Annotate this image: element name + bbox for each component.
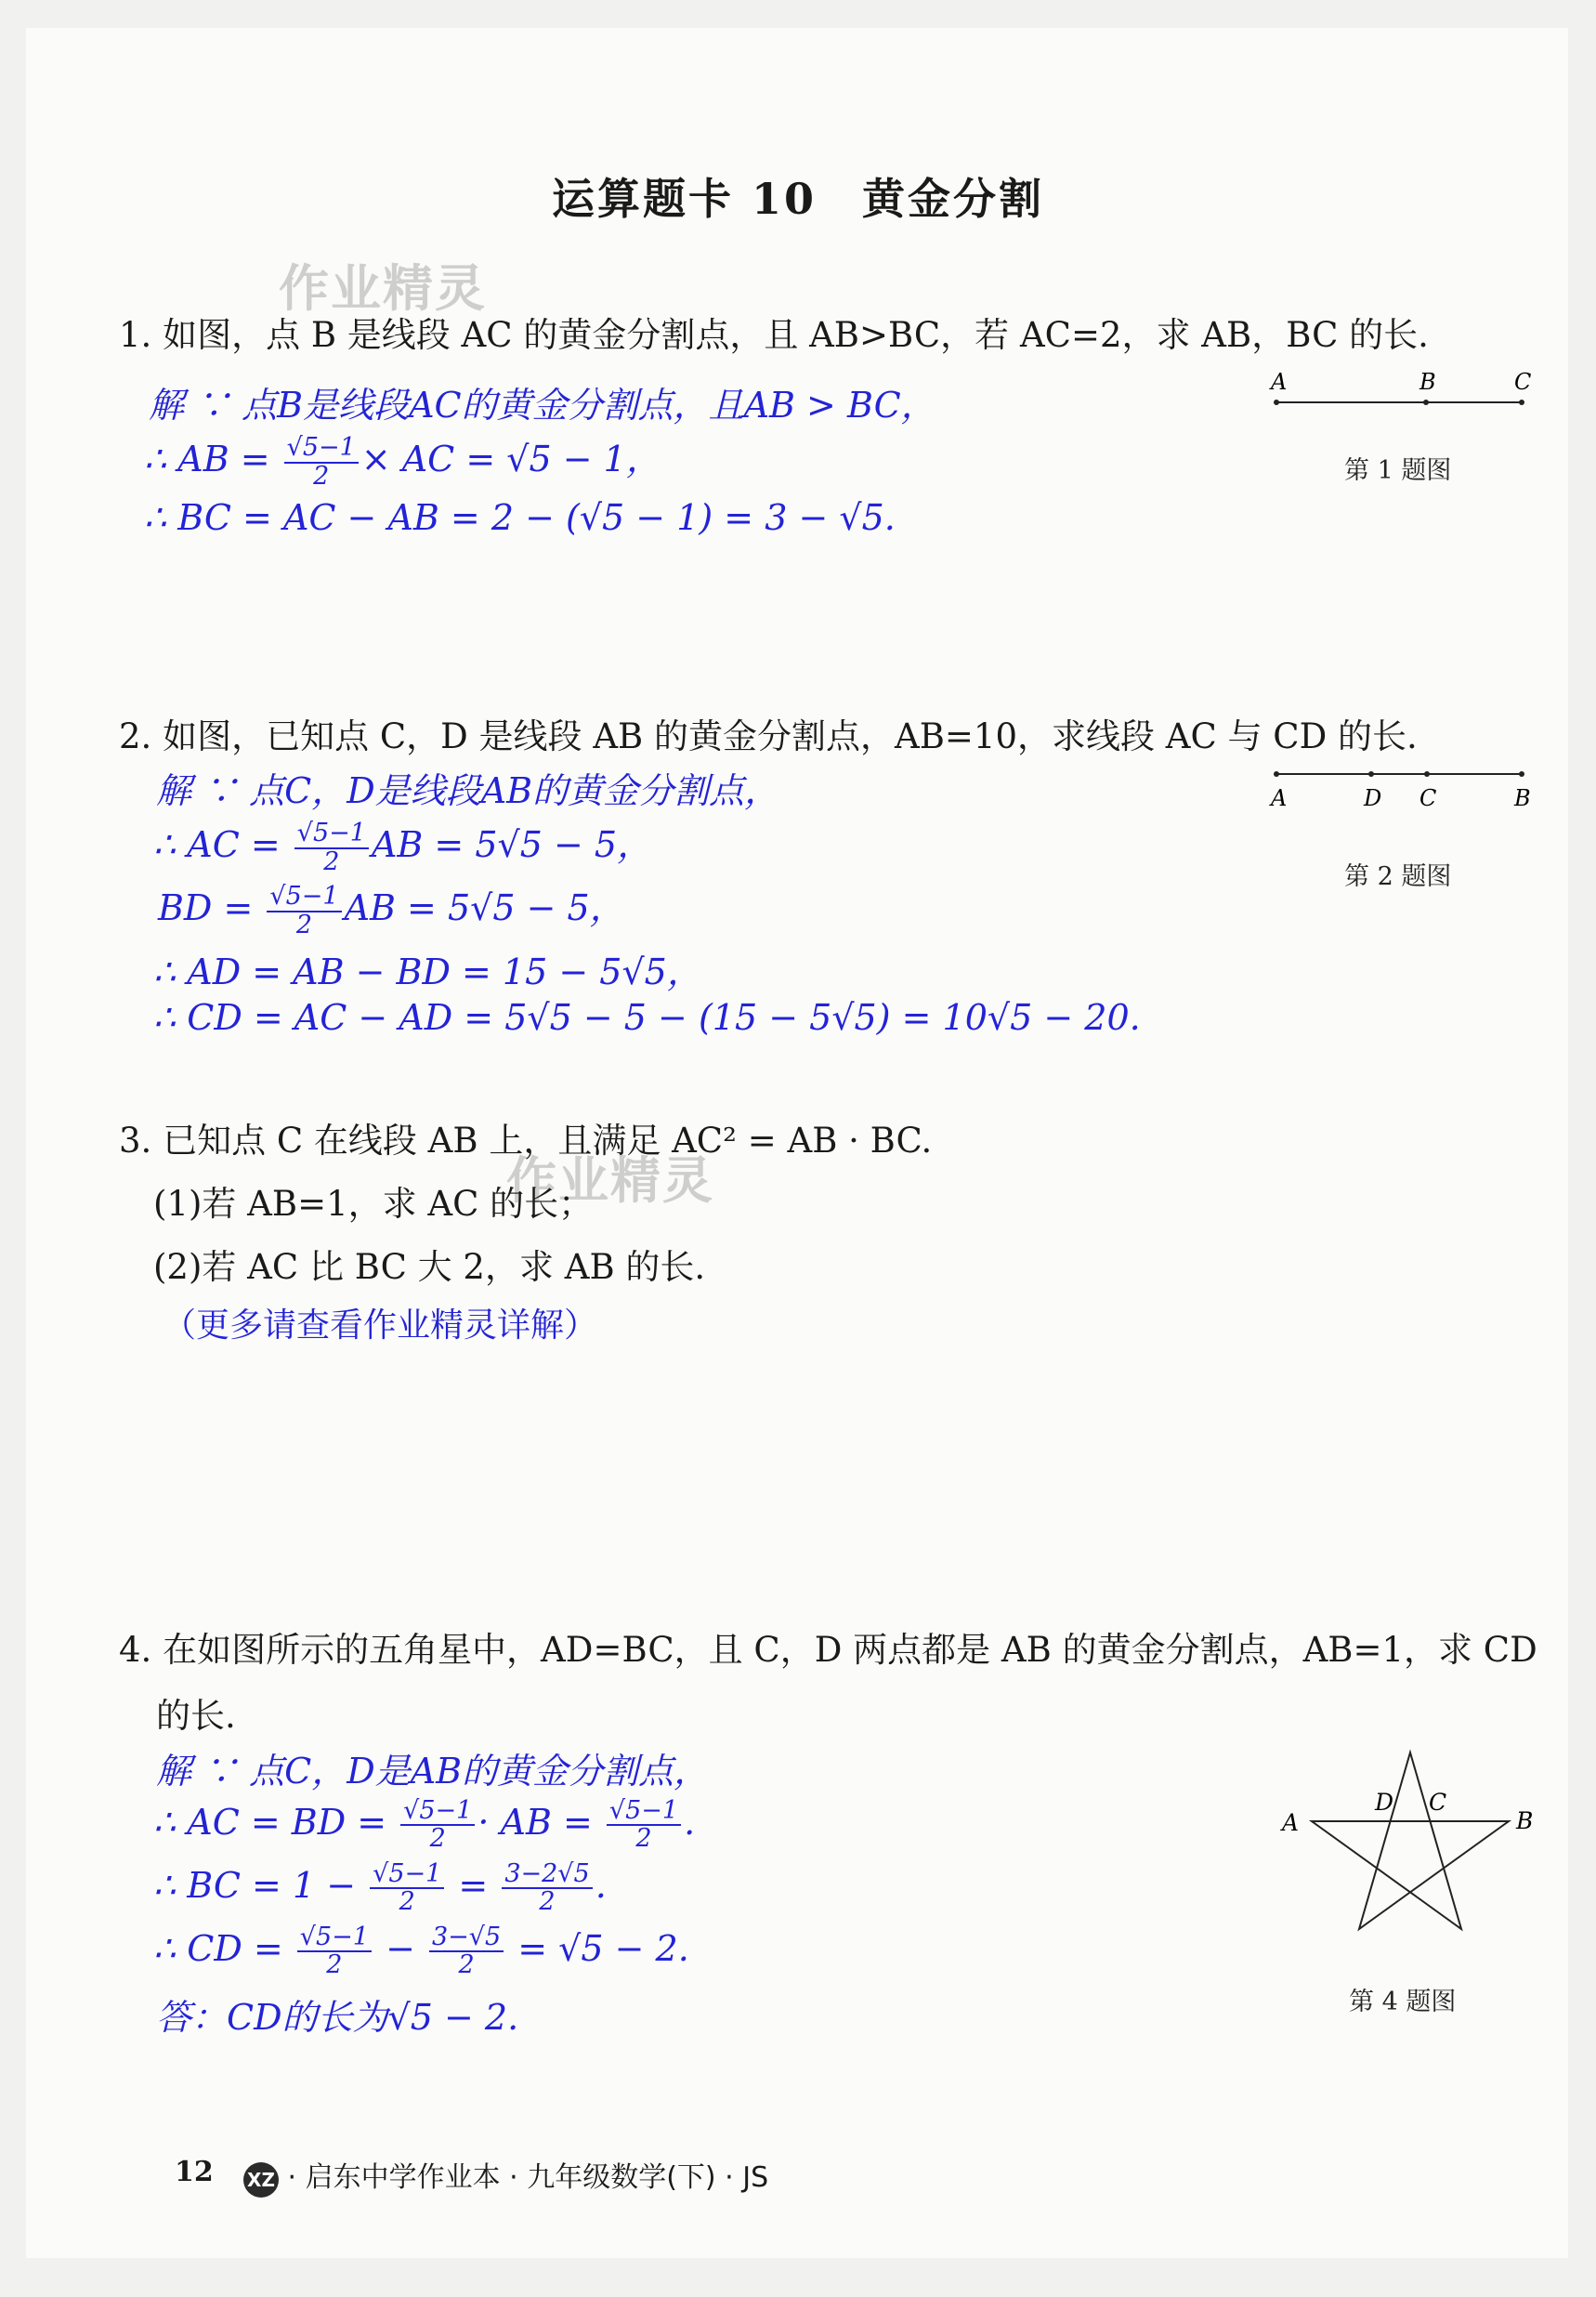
q2-label-a: A — [1271, 785, 1288, 811]
q3-subquestion-2: (2)若 AC 比 BC 大 2，求 AB 的长. — [153, 1247, 706, 1287]
q2-point-a — [1274, 771, 1279, 777]
q2-solution-line1: 解 ∵ 点C，D是线段AB的黄金分割点， — [156, 770, 780, 811]
q2-point-d — [1368, 771, 1374, 777]
q2-label-b: B — [1514, 785, 1531, 811]
q2-text: 2. 如图，已知点 C，D 是线段 AB 的黄金分割点，AB=10，求线段 AC 与 CD 的长. — [119, 716, 1418, 756]
q4-fraction-3: $\frac{√5-1}{2}$ — [297, 1924, 372, 1979]
q1-point-a — [1274, 400, 1279, 405]
q1-point-c — [1519, 400, 1524, 405]
q4-text-line1: 4. 在如图所示的五角星中，AD=BC，且 C，D 两点都是 AB 的黄金分割点，AB=1，求 CD — [119, 1630, 1537, 1670]
q4-solution-line1: 解 ∵ 点C，D是AB的黄金分割点， — [156, 1751, 710, 1792]
q4-solution-line3: ∴ BC = 1 − $\frac{√5-1}{2}$ = $\frac{3-2√5}{2}$ . — [153, 1859, 607, 1917]
q4-solution-line2: ∴ AC = BD = $\frac{√5-1}{2}$ · AB = $\frac{√5-1}{2}$ . — [153, 1796, 696, 1854]
q2-solution-line5: ∴ CD = AC − AD = 5√5 − 5 − (15 − 5√5) = 10√5 − 20. — [153, 997, 1141, 1038]
q4-text-line2: 的长. — [156, 1696, 236, 1736]
q4-answer-line: 答：CD的长为√5 − 2. — [156, 1997, 519, 2038]
publisher-badge-icon: XZ — [243, 2162, 279, 2198]
q1-label-b: B — [1419, 369, 1436, 395]
q4-solution-line4: ∴ CD = $\frac{√5-1}{2}$ − $\frac{3-√5}{2}$ = √5 − 2. — [153, 1923, 689, 1980]
q2-label-d: D — [1364, 785, 1382, 811]
q1-figure-caption: 第 1 题图 — [1344, 456, 1452, 485]
footer-text: · 启东中学作业本 · 九年级数学(下) · JS — [287, 2161, 769, 2194]
page-title: 运算题卡 10 黄金分割 — [551, 174, 1045, 224]
q4-figure-caption: 第 4 题图 — [1349, 1988, 1457, 2016]
q1-label-c: C — [1514, 369, 1532, 395]
q2-solution-line2: ∴ AC = $\frac{√5-1}{2}$ AB = 5√5 − 5， — [153, 819, 653, 876]
q1-solution-line3: ∴ BC = AC − AB = 2 − (√5 − 1) = 3 − √5. — [144, 497, 896, 538]
q2-label-c: C — [1419, 785, 1437, 811]
q2-figure-caption: 第 2 题图 — [1344, 862, 1452, 891]
q1-fraction: $\frac{√5-1}{2}$ — [284, 435, 359, 490]
q3-more-link[interactable]: （更多请查看作业精灵详解） — [163, 1306, 598, 1345]
watermark-middle: 作业精灵 — [506, 1151, 714, 1210]
q4-fraction-1: $\frac{√5-1}{2}$ — [370, 1861, 444, 1916]
q4-label-d: D — [1375, 1789, 1394, 1816]
page-number: 12 — [175, 2156, 214, 2188]
q4-fraction-4: $\frac{3-√5}{2}$ — [429, 1924, 504, 1979]
q2-fraction-bd: $\frac{√5-1}{2}$ — [267, 884, 341, 938]
q4-label-b: B — [1516, 1807, 1534, 1834]
q4-label-c: C — [1429, 1789, 1447, 1816]
q3-text: 3. 已知点 C 在线段 AB 上，且满足 AC² = AB · BC. — [119, 1121, 933, 1161]
q4-star-outline — [1312, 1752, 1509, 1929]
q1-point-b — [1423, 400, 1429, 405]
footer — [243, 2154, 768, 2198]
q2-solution-line3: BD = $\frac{√5-1}{2}$ AB = 5√5 − 5， — [158, 882, 625, 939]
q3-subquestion-1: (1)若 AB=1，求 AC 的长； — [153, 1184, 594, 1224]
q4-fraction-2: $\frac{3-2√5}{2}$ — [502, 1861, 592, 1916]
q1-label-a: A — [1271, 369, 1288, 395]
q1-solution-line1: 解 ∵ 点B是线段AC的黄金分割点，且AB > BC， — [149, 385, 936, 426]
q4-star-figure — [1273, 1738, 1551, 1951]
q4-fraction-ac: $\frac{√5-1}{2}$ — [400, 1798, 475, 1853]
q2-figure — [1263, 757, 1542, 813]
q1-text: 1. 如图，点 B 是线段 AC 的黄金分割点，且 AB>BC，若 AC=2，求 AB，BC 的长. — [119, 315, 1429, 355]
q1-solution-line2: ∴ AB = $\frac{√5-1}{2}$ × AC = √5 − 1， — [144, 433, 661, 491]
q4-label-a: A — [1282, 1809, 1300, 1836]
q2-point-c — [1424, 771, 1430, 777]
q2-point-b — [1519, 771, 1524, 777]
q1-figure — [1263, 367, 1542, 423]
q2-solution-line4: ∴ AD = AB − BD = 15 − 5√5， — [153, 952, 702, 992]
q2-fraction-ac: $\frac{√5-1}{2}$ — [294, 820, 369, 875]
watermark-top: 作业精灵 — [279, 259, 487, 318]
q4-fraction-ab: $\frac{√5-1}{2}$ — [607, 1798, 681, 1853]
